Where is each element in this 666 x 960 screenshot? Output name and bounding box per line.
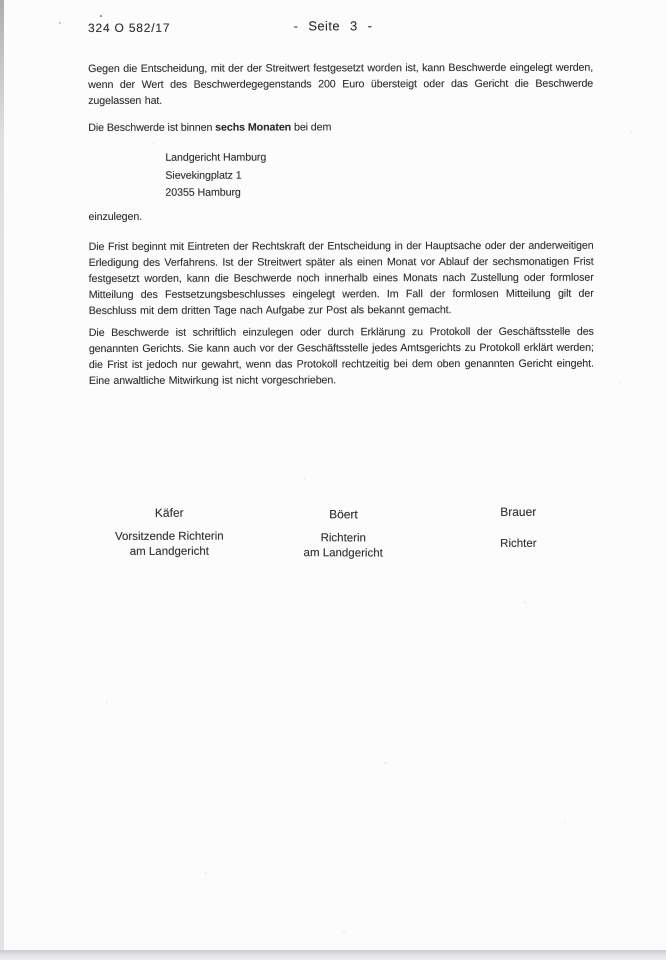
scan-speck <box>523 601 526 604</box>
signature-title: Vorsitzende Richterin <box>114 530 224 543</box>
scan-tick-mark: ' <box>58 20 61 31</box>
signature-name: Böert <box>329 507 358 522</box>
signature-block-brauer <box>432 505 604 552</box>
scan-speck <box>63 412 65 414</box>
einzulegen-line: einzulegen. <box>88 210 143 223</box>
scan-speck <box>106 702 108 704</box>
scan-speck <box>564 821 566 823</box>
scan-speck <box>152 142 154 144</box>
signature-title: am Landgericht <box>303 547 383 560</box>
scan-dot <box>100 15 102 17</box>
scan-speck <box>303 477 306 480</box>
scan-speck <box>384 761 387 764</box>
paragraph-deadline-details: Die Frist beginnt mit Eintreten der Rechtskraft der Entscheidung in der Hauptsache oder der anderweitigen Erledigung des Verfahrens. Ist der Streitwert später als einen Monat vor Ablauf der sechsmonatigen Frist festgesetzt worden, kann die Beschwerde noch innerhalb eines Monats nach Zustellung oder formloser Mitteilung des Festsetzungsbeschlusses eingelegt werden. Im Fall der formlosen Mitteilung gilt der Beschluss mit dem dritten Tage nach Aufgabe zur Post als bekannt gemacht. <box>88 239 594 317</box>
scan-speck <box>204 872 207 875</box>
scan-speck <box>342 931 345 934</box>
paragraph-appeal-conditions: Gegen die Entscheidung, mit der der Streitwert festgesetzt worden ist, kann Beschwerde eingelegt werden, wenn der Wert des Beschwerdegegenstands 200 Euro übersteigt oder das Gericht die Beschwerde zugelassen hat. <box>88 61 594 107</box>
signature-block-kaefer <box>83 506 255 560</box>
signature-title: Richter <box>500 537 537 550</box>
signature-title: am Landgericht <box>129 545 210 558</box>
deadline-sentence <box>88 119 593 136</box>
deadline-sentence-pre: Die Beschwerde ist binnen <box>88 121 216 134</box>
signature-title: Richterin <box>320 532 367 545</box>
page-marker: - Seite 3 - <box>293 18 373 34</box>
signature-block-boeert <box>257 507 429 562</box>
signature-name: Käfer <box>154 505 184 520</box>
case-number: 324 O 582/17 <box>87 20 171 35</box>
address-line-street: Sievekingplatz 1 <box>165 169 242 182</box>
scan-edge-bottom <box>0 950 666 960</box>
signature-name: Brauer <box>500 504 537 519</box>
deadline-sentence-post: bei dem <box>291 121 332 134</box>
paragraph-filing-form: Die Beschwerde ist schriftlich einzulegen oder durch Erklärung zu Protokoll der Geschäftsstelle des genannten Gerichts. Sie kann auch vor der Geschäftsstelle jedes Amtsgerichts zu Protokoll erklärt werden; die Frist ist jedoch nur gewahrt, wenn das Protokoll rechtzeitig bei dem oben genannten Gericht eingeht. Eine anwaltliche Mitwirkung ist nicht vorgeschrieben. <box>88 325 594 387</box>
address-line-court: Landgericht Hamburg <box>165 151 267 164</box>
scan-speck <box>421 251 424 254</box>
scan-speck <box>619 382 621 384</box>
court-address <box>165 150 266 203</box>
address-line-city: 20355 Hamburg <box>165 186 241 199</box>
scan-edge-left <box>0 0 4 960</box>
deadline-sentence-bold: sechs Monaten <box>215 121 292 134</box>
scan-speck <box>630 131 632 133</box>
